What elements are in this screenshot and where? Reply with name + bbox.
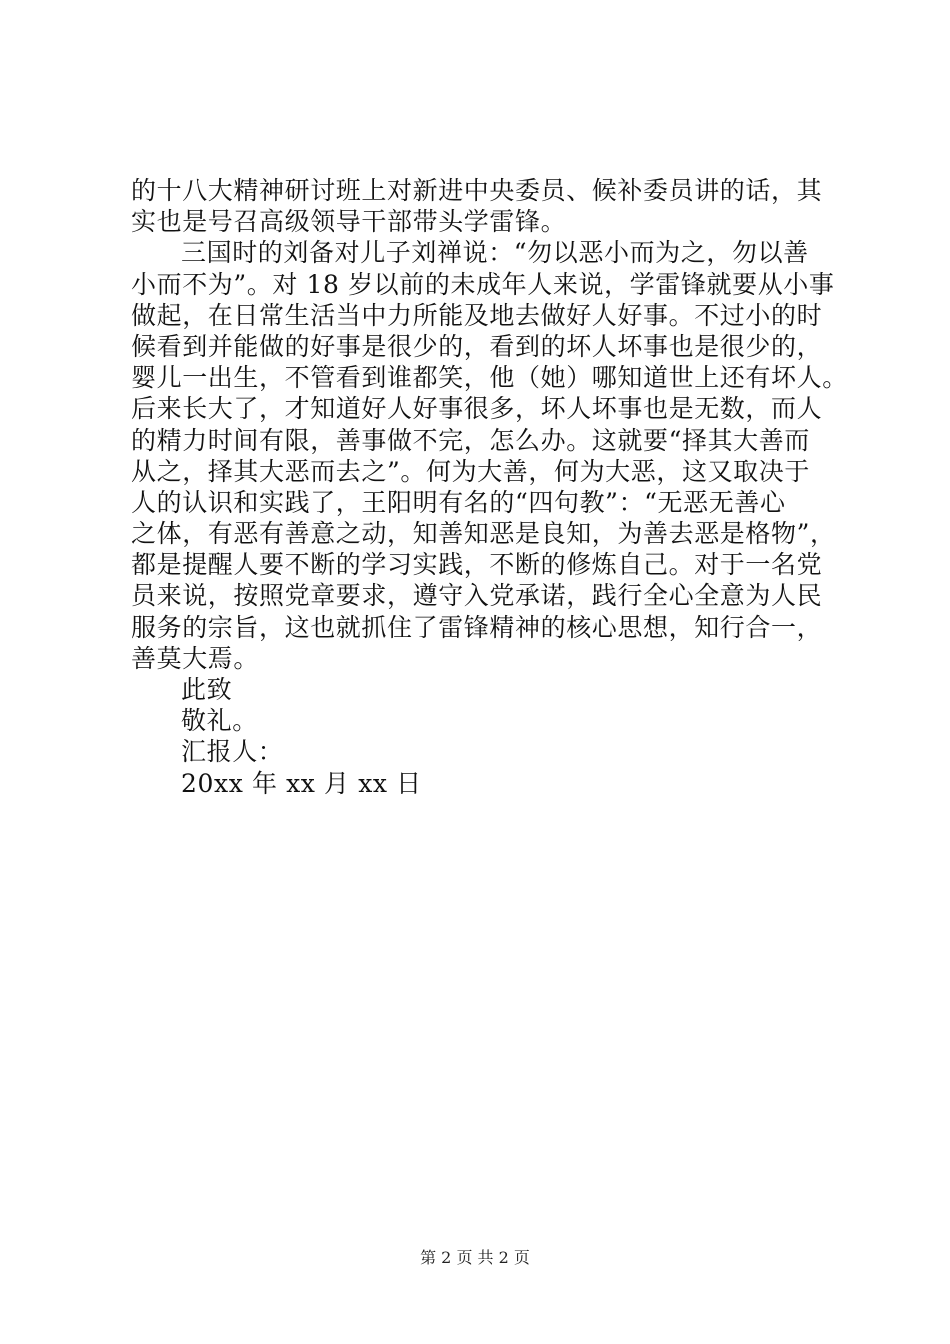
text-line: 小而不为”。对 18 岁以前的未成年人来说，学雷锋就要从小事 — [131, 269, 835, 299]
closing-salutation: 此致 — [181, 675, 233, 704]
text-line: 候看到并能做的好事是很少的，看到的坏人坏事也是很少的， — [131, 331, 823, 361]
text-line: 都是提醒人要不断的学习实践，不断的修炼自己。对于一名党 — [131, 550, 823, 580]
text-line: 婴儿一出生，不管看到谁都笑，他（她）哪知道世上还有坏人。 — [131, 363, 848, 393]
text-line: 人的认识和实践了，王阳明有名的“四句教”：“无恶无善心 — [131, 487, 786, 517]
page-footer: 第 2 页 共 2 页 — [420, 1248, 530, 1267]
text-line: 善莫大焉。 — [131, 643, 260, 673]
report-date: 20xx 年 xx 月 xx 日 — [181, 768, 422, 798]
closing-regards: 敬礼。 — [181, 706, 258, 736]
text-line: 之体，有恶有善意之动，知善知恶是良知，为善去恶是格物”， — [131, 519, 836, 549]
text-line: 后来长大了，才知道好人好事很多，坏人坏事也是无数，而人 — [131, 394, 823, 424]
document-body — [131, 175, 848, 799]
reporter-label: 汇报人： — [181, 737, 284, 767]
paragraph-first-line: 三国时的刘备对儿子刘禅说：“勿以恶小而为之，勿以善 — [181, 238, 809, 268]
text-line: 做起，在日常生活当中力所能及地去做好人好事。不过小的时 — [131, 300, 823, 330]
text-line: 的精力时间有限，善事做不完，怎么办。这就要“择其大善而 — [131, 425, 810, 455]
text-line: 的十八大精神研讨班上对新进中央委员、候补委员讲的话，其 — [131, 176, 823, 205]
text-line: 服务的宗旨，这也就抓住了雷锋精神的核心思想，知行合一， — [131, 612, 823, 642]
text-line: 从之，择其大恶而去之”。何为大善，何为大恶，这又取决于 — [131, 456, 810, 486]
text-line: 员来说，按照党章要求，遵守入党承诺，践行全心全意为人民 — [131, 581, 823, 611]
text-line: 实也是号召高级领导干部带头学雷锋。 — [131, 207, 567, 237]
